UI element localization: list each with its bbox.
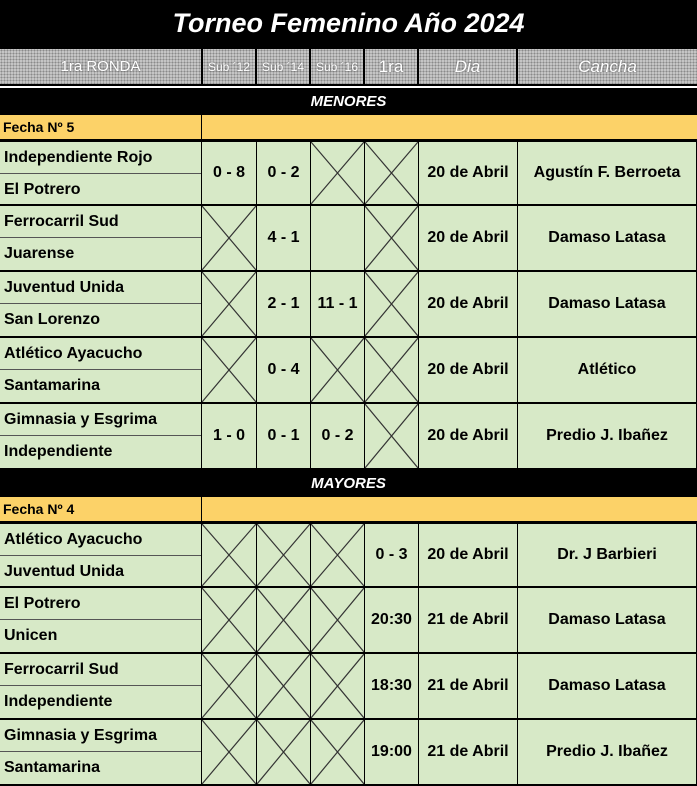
cell-dia: 20 de Abril [418, 404, 517, 468]
cross-icon [202, 338, 256, 402]
section-header: MENORES [0, 88, 697, 114]
header-primera: 1ra [365, 49, 417, 84]
cell-sub12-not-played [201, 206, 256, 270]
cross-icon [365, 206, 418, 270]
cell-dia: 20 de Abril [418, 338, 517, 402]
cross-icon [365, 272, 418, 336]
cell-sub14-result: 4 - 1 [256, 206, 310, 270]
match-row [0, 338, 697, 404]
cross-icon [202, 524, 256, 586]
away-team: Santamarina [4, 759, 101, 776]
fecha-label: Fecha Nº 5 [3, 119, 75, 135]
cell-dia: 20 de Abril [418, 524, 517, 586]
cross-icon [311, 524, 364, 586]
cross-icon [202, 206, 256, 270]
cell-sub14-result: 0 - 2 [256, 142, 310, 204]
cell-sub16-result: 0 - 2 [310, 404, 364, 468]
cell-sub12-not-played [201, 588, 256, 652]
cross-icon [365, 142, 418, 204]
cell-sub16-not-played [310, 338, 364, 402]
match-row [0, 720, 697, 786]
cross-icon [202, 588, 256, 652]
cell-sub16-not-played [310, 142, 364, 204]
match-row [0, 404, 697, 470]
cell-primera-not-played [364, 338, 418, 402]
cross-icon [202, 272, 256, 336]
header-sub12: Sub ´12 [203, 49, 255, 84]
cell-sub16-not-played [310, 524, 364, 586]
cell-primera-not-played [364, 142, 418, 204]
cross-icon [202, 654, 256, 718]
cell-sub14-result: 2 - 1 [256, 272, 310, 336]
cell-sub14-result: 0 - 4 [256, 338, 310, 402]
fecha-label: Fecha Nº 4 [3, 501, 75, 517]
away-team: Unicen [4, 627, 58, 644]
cell-sub12-result: 0 - 8 [201, 142, 256, 204]
cell-cancha: Predio J. Ibañez [517, 404, 697, 468]
cell-cancha: Atlético [517, 338, 697, 402]
away-team: Independiente [4, 443, 113, 460]
cell-cancha: Damaso Latasa [517, 272, 697, 336]
cell-sub12-not-played [201, 338, 256, 402]
cell-sub14-result: 0 - 1 [256, 404, 310, 468]
cell-primera-not-played [364, 404, 418, 468]
cell-sub12-not-played [201, 720, 256, 784]
cross-icon [311, 338, 364, 402]
cell-sub16-not-played [310, 654, 364, 718]
fecha-divider [201, 115, 202, 139]
cross-icon [365, 338, 418, 402]
cell-sub16-not-played [310, 588, 364, 652]
cell-sub16-result [310, 206, 364, 270]
cross-icon [257, 720, 310, 784]
header-sub14: Sub ´14 [257, 49, 309, 84]
fecha-divider [201, 497, 202, 521]
cell-cancha: Damaso Latasa [517, 588, 697, 652]
match-row [0, 522, 697, 588]
sheet-title: Torneo Femenino Año 2024 [0, 0, 697, 47]
cross-icon [257, 588, 310, 652]
cross-icon [311, 142, 364, 204]
cross-icon [257, 524, 310, 586]
home-team: Independiente Rojo [0, 142, 201, 174]
away-team: Juventud Unida [4, 563, 125, 580]
cell-sub14-not-played [256, 588, 310, 652]
cell-primera-not-played [364, 206, 418, 270]
cell-sub16-not-played [310, 720, 364, 784]
cell-sub14-not-played [256, 654, 310, 718]
away-team: Santamarina [4, 377, 101, 394]
cell-dia: 21 de Abril [418, 720, 517, 784]
cell-dia: 20 de Abril [418, 272, 517, 336]
away-team: San Lorenzo [4, 311, 101, 328]
home-team: El Potrero [0, 588, 201, 620]
fecha-row [0, 114, 697, 140]
home-team: Gimnasia y Esgrima [0, 404, 201, 436]
match-row [0, 140, 697, 206]
fecha-row [0, 496, 697, 522]
cell-cancha: Damaso Latasa [517, 654, 697, 718]
cross-icon [257, 654, 310, 718]
cell-sub14-not-played [256, 720, 310, 784]
cell-cancha: Predio J. Ibañez [517, 720, 697, 784]
cross-icon [202, 720, 256, 784]
cross-icon [365, 404, 418, 468]
cross-icon [311, 654, 364, 718]
header-ronda: 1ra RONDA [0, 49, 201, 84]
cell-sub12-result: 1 - 0 [201, 404, 256, 468]
cell-cancha: Dr. J Barbieri [517, 524, 697, 586]
cell-sub14-not-played [256, 524, 310, 586]
column-header-row [0, 47, 697, 86]
cell-cancha: Damaso Latasa [517, 206, 697, 270]
home-team: Ferrocarril Sud [0, 206, 201, 238]
cell-sub12-not-played [201, 654, 256, 718]
header-sub16: Sub ´16 [311, 49, 363, 84]
cell-dia: 20 de Abril [418, 206, 517, 270]
cell-primera-result: 0 - 3 [364, 524, 418, 586]
cell-primera-result: 20:30 [364, 588, 418, 652]
cross-icon [311, 720, 364, 784]
cell-sub16-result: 11 - 1 [310, 272, 364, 336]
match-row [0, 272, 697, 338]
cell-sub12-not-played [201, 524, 256, 586]
match-row [0, 588, 697, 654]
cell-dia: 20 de Abril [418, 142, 517, 204]
cross-icon [311, 588, 364, 652]
home-team: Gimnasia y Esgrima [0, 720, 201, 752]
match-row [0, 654, 697, 720]
home-team: Juventud Unida [0, 272, 201, 304]
cell-primera-result: 18:30 [364, 654, 418, 718]
header-cancha: Cancha [518, 49, 697, 84]
cell-sub12-not-played [201, 272, 256, 336]
cell-dia: 21 de Abril [418, 588, 517, 652]
section-header: MAYORES [0, 470, 697, 496]
away-team: Juarense [4, 245, 75, 262]
home-team: Atlético Ayacucho [0, 524, 201, 556]
cell-primera-result: 19:00 [364, 720, 418, 784]
cell-primera-not-played [364, 272, 418, 336]
match-row [0, 206, 697, 272]
home-team: Ferrocarril Sud [0, 654, 201, 686]
away-team: Independiente [4, 693, 113, 710]
home-team: Atlético Ayacucho [0, 338, 201, 370]
header-dia: Dia [419, 49, 516, 84]
cell-dia: 21 de Abril [418, 654, 517, 718]
away-team: El Potrero [4, 181, 81, 198]
cell-cancha: Agustín F. Berroeta [517, 142, 697, 204]
